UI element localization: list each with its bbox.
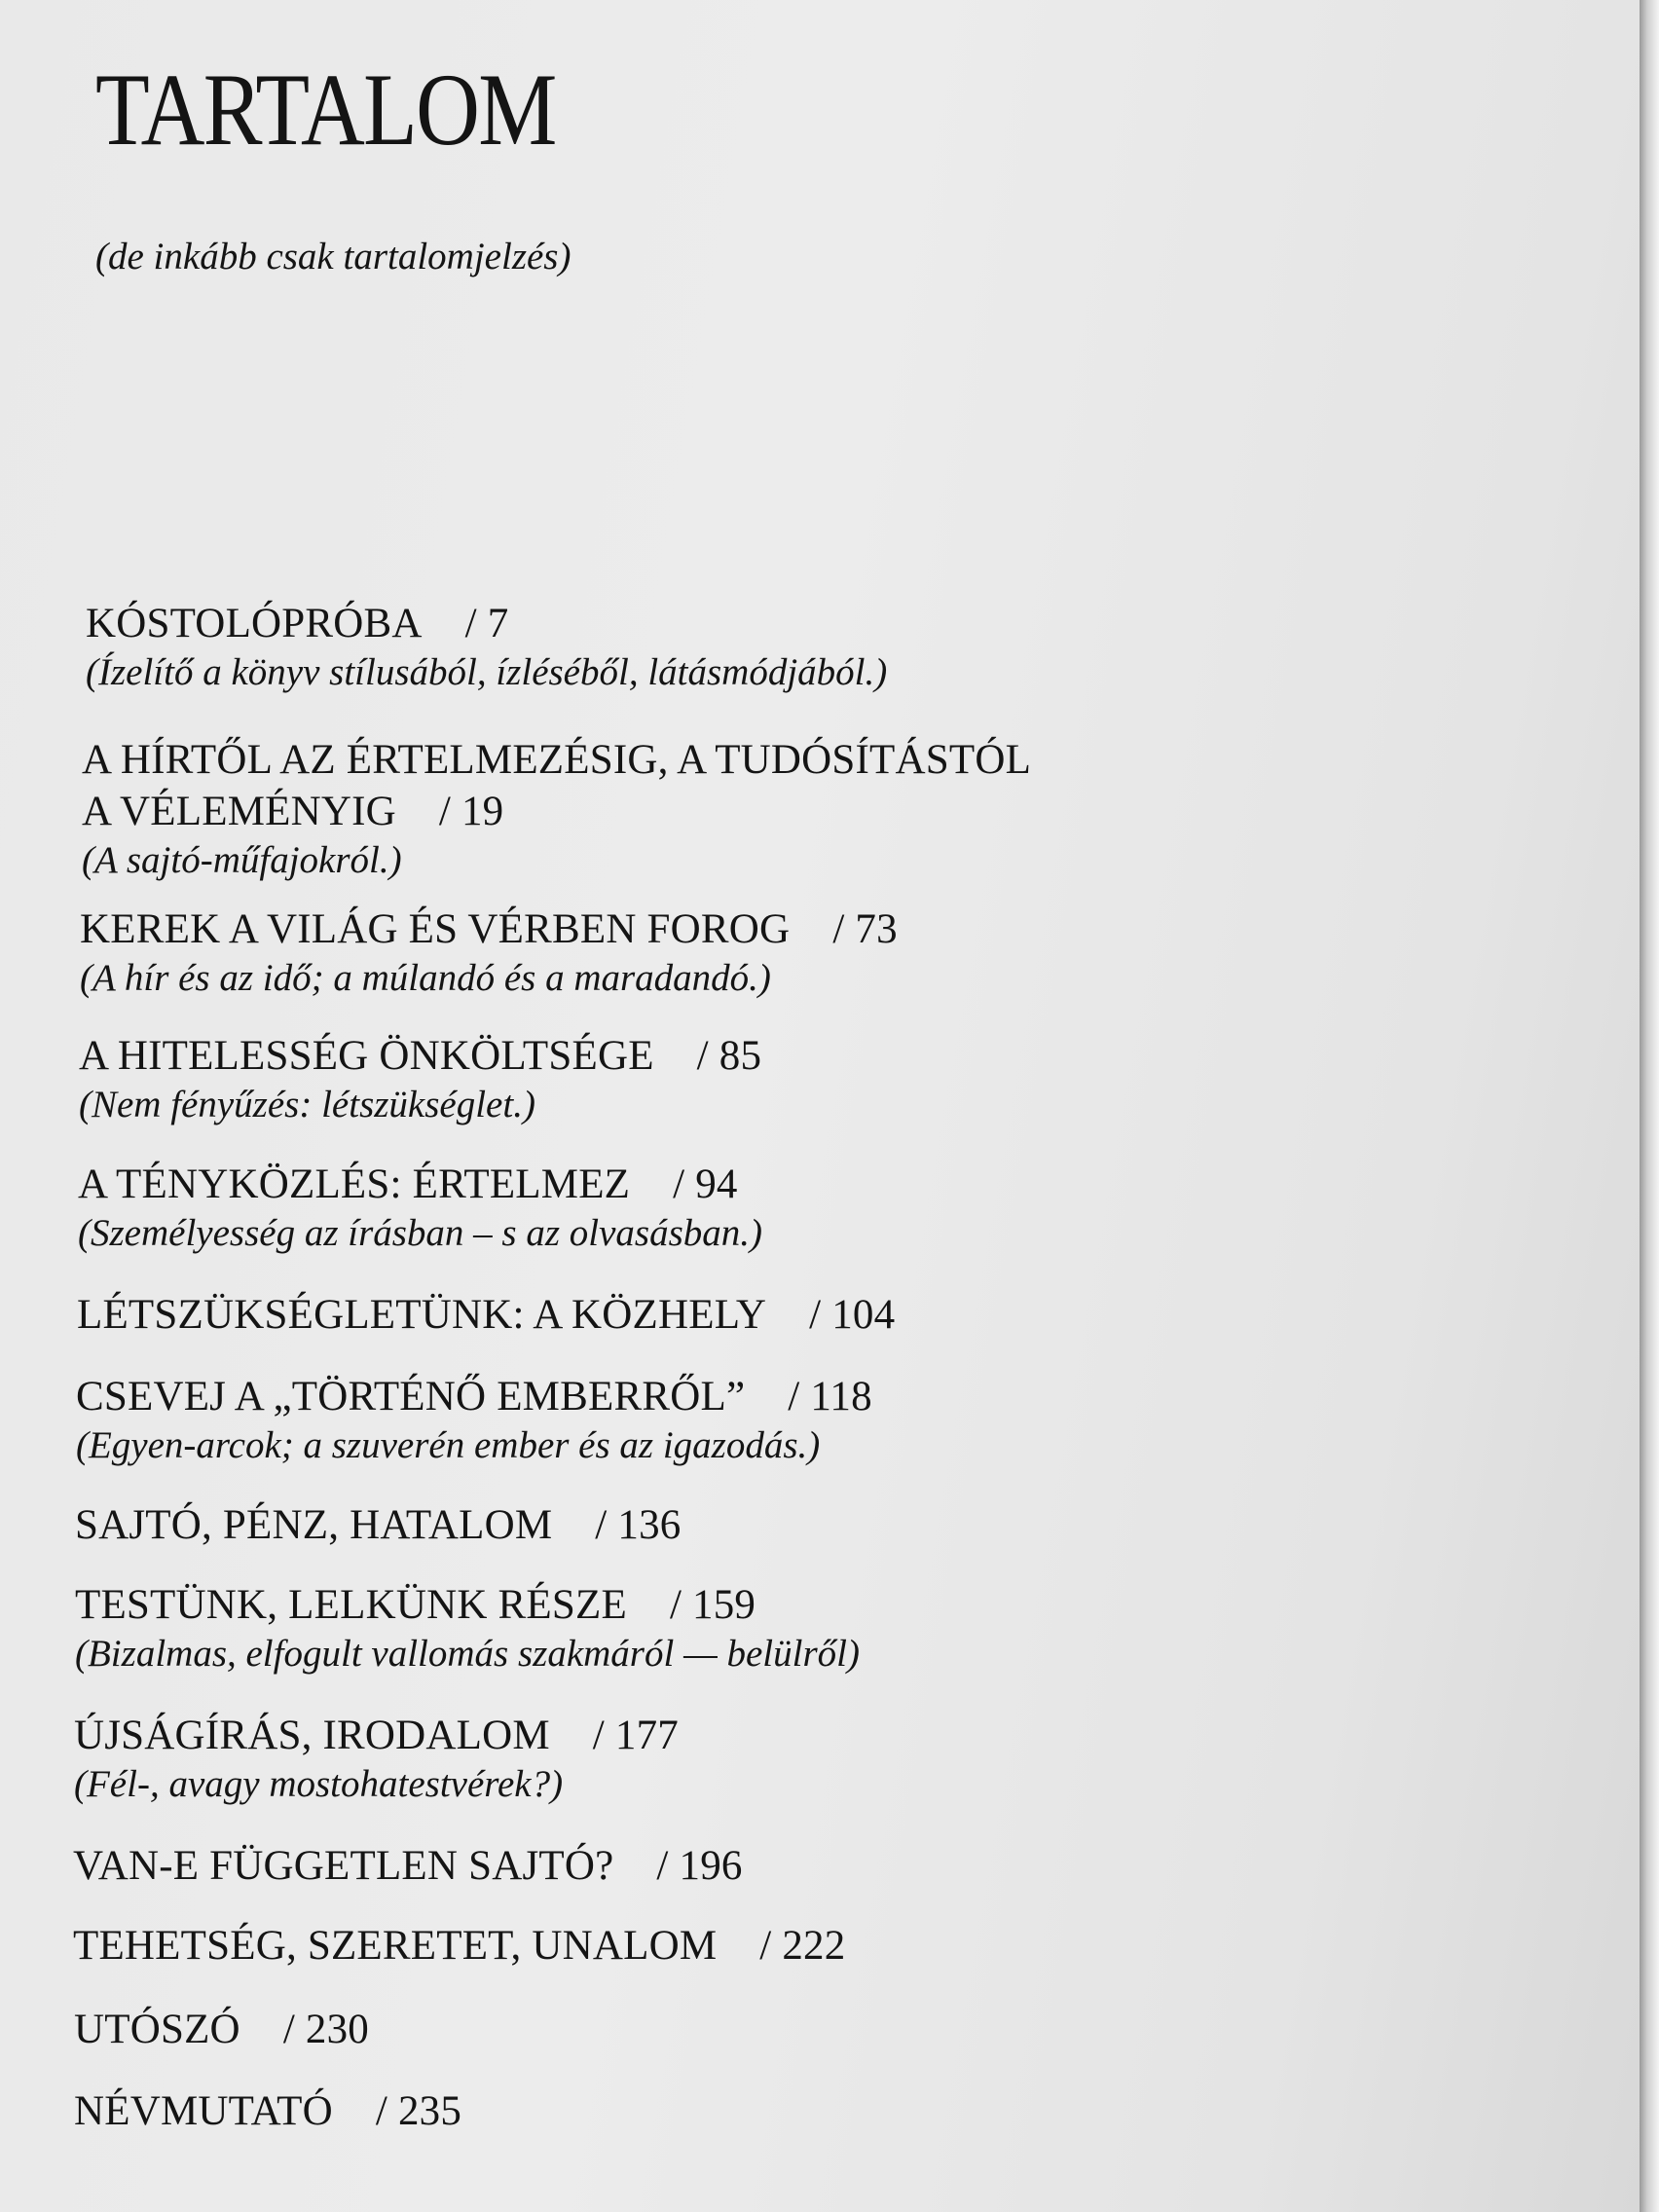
toc-entry (79, 1030, 761, 1128)
entry-title: UTÓSZÓ (74, 2007, 240, 2052)
page-subtitle: (de inkább csak tartalomjelzés) (95, 236, 571, 277)
toc-entry (75, 1499, 682, 1551)
page-number: / 177 (592, 1713, 679, 1758)
page-number: / 159 (669, 1582, 756, 1628)
toc-entry (74, 1710, 679, 1808)
page-number: / 94 (673, 1161, 738, 1207)
entry-title: LÉTSZÜKSÉGLETÜNK: A KÖZHELY (77, 1292, 767, 1338)
entry-title: TESTÜNK, LELKÜNK RÉSZE (75, 1582, 627, 1628)
page-edge-shadow (1640, 0, 1659, 2212)
page-number: / 7 (464, 601, 509, 646)
page-number: / 230 (282, 2007, 370, 2052)
entry-description: (Egyen-arcok; a szuverén ember és az igazodás.) (76, 1424, 821, 1466)
entry-title: VAN-E FÜGGETLEN SAJTÓ? (73, 1843, 614, 1889)
entry-description: (A sajtó-műfajokról.) (82, 839, 402, 881)
page-number: / 196 (656, 1843, 743, 1889)
entry-description: (Fél-, avagy mostohatestvérek?) (74, 1763, 564, 1805)
page-number: / 85 (696, 1033, 762, 1079)
toc-entry (75, 1579, 860, 1677)
page-number: / 19 (438, 789, 504, 834)
entry-title: A TÉNYKÖZLÉS: ÉRTELMEZ (78, 1161, 631, 1207)
page-number: / 73 (832, 906, 898, 952)
entry-description: (Nem fényűzés: létszükséglet.) (79, 1084, 535, 1125)
toc-entry (76, 1371, 872, 1469)
entry-title: A HITELESSÉG ÖNKÖLTSÉGE (79, 1033, 654, 1079)
entry-title-continuation: A VÉLEMÉNYIG (82, 789, 396, 834)
entry-title: TEHETSÉG, SZERETET, UNALOM (73, 1923, 718, 1969)
entry-title: KÓSTOLÓPRÓBA (86, 601, 423, 646)
entry-title: CSEVEJ A „TÖRTÉNŐ EMBERRŐL” (76, 1374, 746, 1419)
toc-entry (74, 2085, 461, 2137)
entry-description: (Ízelítő a könyv stílusából, ízléséből, látásmódjából.) (86, 651, 888, 693)
toc-entry (78, 1159, 762, 1257)
page-number: / 222 (759, 1923, 846, 1969)
page-number: / 136 (595, 1502, 682, 1548)
entry-title: ÚJSÁGÍRÁS, IRODALOM (74, 1713, 550, 1758)
toc-entry (82, 734, 1031, 884)
toc-entry (86, 598, 887, 696)
entry-title: SAJTÓ, PÉNZ, HATALOM (75, 1502, 553, 1548)
toc-entry (77, 1289, 895, 1341)
page-number: / 104 (809, 1292, 896, 1338)
entry-description: (A hír és az idő; a múlandó és a maradandó.) (80, 957, 771, 999)
entry-description: (Bizalmas, elfogult vallomás szakmáról — belülről) (75, 1633, 860, 1675)
toc-entry (74, 2004, 369, 2055)
toc-entry (73, 1920, 845, 1972)
toc-entry (80, 903, 898, 1002)
entry-description: (Személyesség az írásban – s az olvasásban.) (78, 1212, 763, 1254)
page-number: / 118 (788, 1374, 872, 1419)
page-number: / 235 (375, 2088, 462, 2134)
entry-title: KEREK A VILÁG ÉS VÉRBEN FOROG (80, 906, 791, 952)
toc-entry (73, 1840, 743, 1892)
entry-title: A HÍRTŐL AZ ÉRTELMEZÉSIG, A TUDÓSÍTÁSTÓL (82, 737, 1032, 783)
page-title: TARTALOM (95, 53, 556, 166)
entry-title: NÉVMUTATÓ (74, 2088, 333, 2134)
